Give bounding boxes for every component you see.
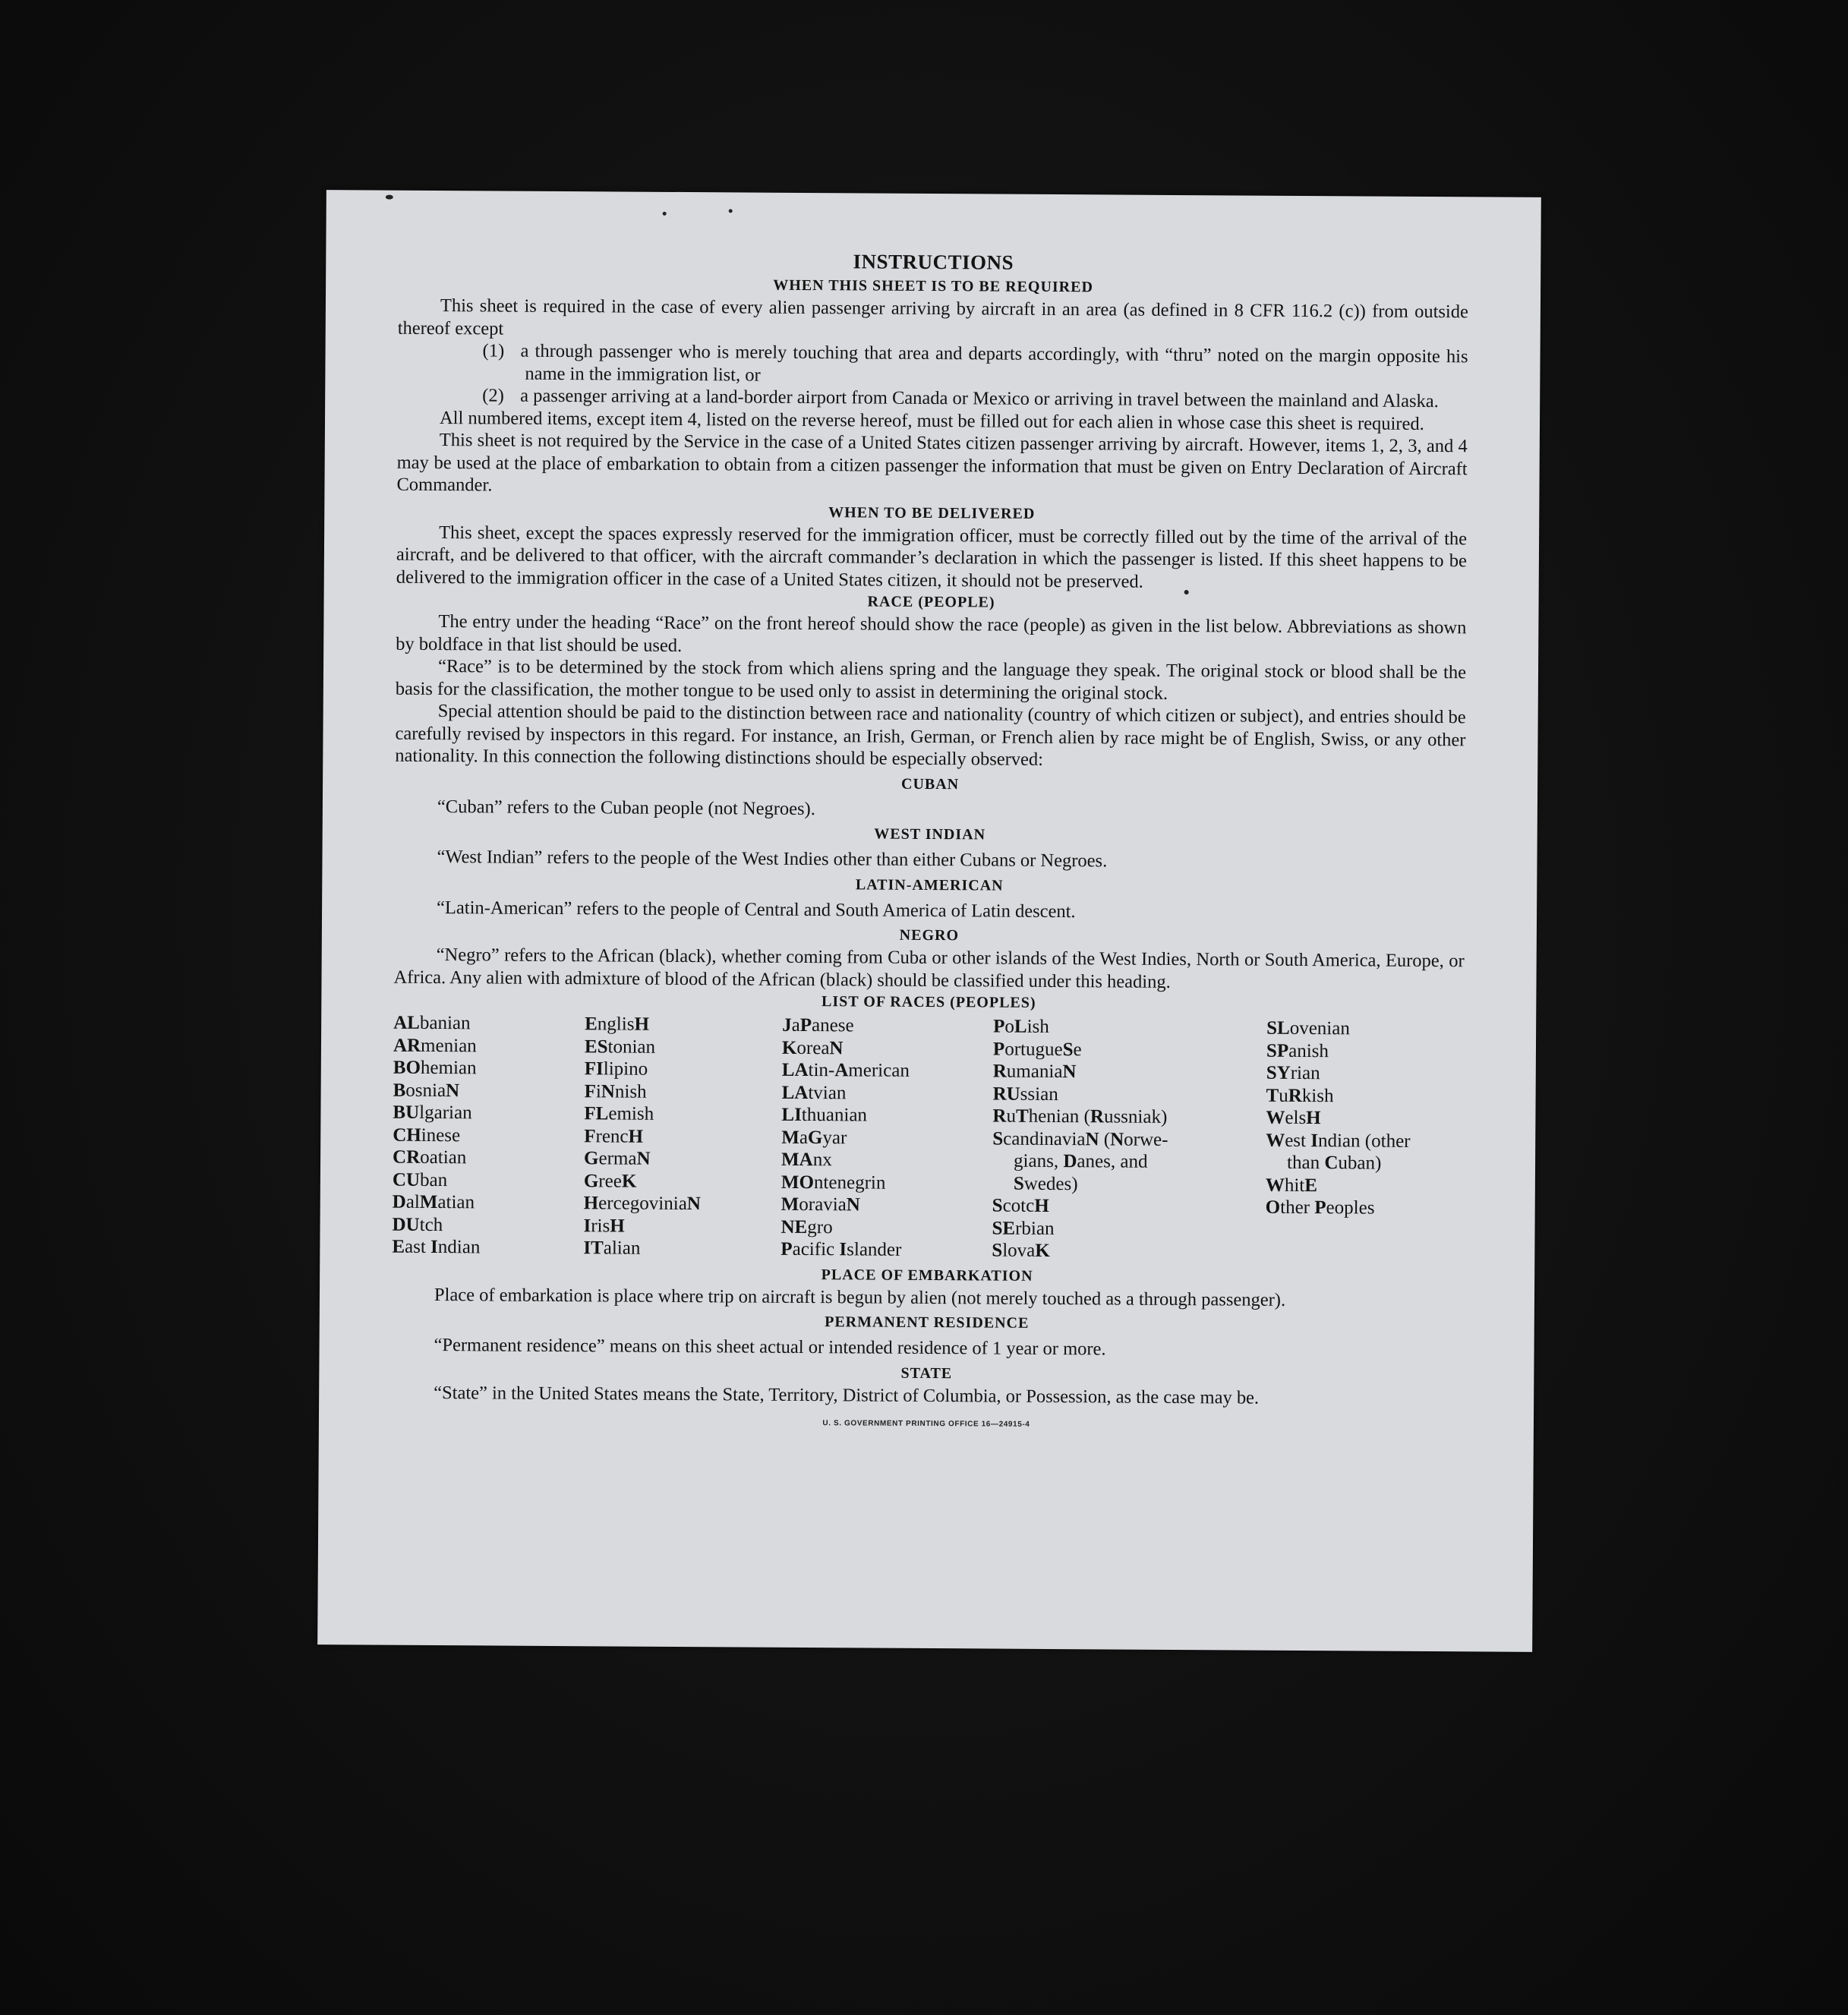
race-list-item: gians, Danes, and	[1013, 1150, 1148, 1172]
race-list-item: FLemish	[584, 1103, 654, 1124]
race-list-item: LAtvian	[781, 1082, 847, 1103]
race-list-item: LAtin-American	[781, 1059, 910, 1081]
race-list-item: WelsH	[1266, 1107, 1321, 1129]
race-list-item: Other Peoples	[1265, 1197, 1375, 1219]
race-list-item: SPanish	[1266, 1040, 1329, 1061]
race-list-item: CUban	[392, 1169, 448, 1190]
race-list-item: RuThenian (Russniak)	[992, 1105, 1168, 1127]
list-item-text: a through passenger who is merely touching that area and departs accordingly, with “thru” noted on the margin opposite his name in the immigration list, or	[520, 340, 1468, 386]
race-list-item: LIthuanian	[781, 1104, 868, 1126]
race-list-item: ScotcH	[992, 1195, 1049, 1216]
paragraph-negro: “Negro” refers to the African (black), whether coming from Cuba or other islands of the West Indies, North or South America, Europe, or Africa. Any alien with admixture of blood of the African (black) should be classified under this heading.	[393, 944, 1465, 992]
heading-when-delivered: WHEN TO BE DELIVERED	[828, 503, 1036, 522]
race-list-item: ALbanian	[393, 1012, 471, 1034]
race-list-item: East Indian	[392, 1236, 481, 1258]
race-list-item: DalMatian	[392, 1191, 475, 1213]
race-list-item: HercegoviniaN	[583, 1193, 701, 1215]
paragraph-delivered: This sheet, except the spaces expressly reserved for the immigration officer, must be correctly filled out by the time of the arrival of the aircraft, and be delivered to that officer, with the aircraft commander’s declaration in which the passenger is listed. If this sheet happens to be delivered to the immigration officer in the case of a United States citizen, it should not be preserved.	[396, 522, 1468, 592]
race-list-item: BUlgarian	[393, 1102, 472, 1124]
paragraph-embarkation: Place of embarkation is place where trip on aircraft is begun by alien (not merely touched as a through passenger).	[434, 1284, 1286, 1310]
race-list-item: TuRkish	[1266, 1085, 1334, 1106]
punch-mark	[386, 195, 393, 200]
race-list-item: MOntenegrin	[781, 1171, 886, 1194]
race-list-item: MaGyar	[781, 1127, 847, 1148]
race-list-item: SYrian	[1266, 1062, 1320, 1084]
race-list-item: MoraviaN	[781, 1194, 860, 1216]
heading-state: STATE	[900, 1364, 953, 1382]
race-list-item: BosniaN	[393, 1080, 460, 1101]
paragraph-cuban: “Cuban” refers to the Cuban people (not Negroes).	[437, 796, 815, 819]
race-list-item: WhitE	[1265, 1175, 1318, 1196]
heading-list-of-races: LIST OF RACES (PEOPLES)	[822, 993, 1036, 1011]
paragraph-state: “State” in the United States means the State, Territory, District of Columbia, or Possession, as the case may be.	[434, 1382, 1260, 1408]
race-list-item: ARmenian	[393, 1035, 477, 1056]
document-content	[391, 245, 1469, 1439]
paragraph-race-2: “Race” is to be determined by the stock from which aliens spring and the language they speak. The original stock or blood shall be the basis for the classification, the mother tongue to be used only to assist in determining the original stock.	[395, 656, 1467, 704]
race-list-item: Swedes)	[1013, 1173, 1078, 1194]
heading-embarkation: PLACE OF EMBARKATION	[821, 1266, 1033, 1285]
race-list-column	[992, 1016, 1266, 1264]
race-list-item: MAnx	[781, 1149, 832, 1171]
heading-race: RACE (PEOPLE)	[867, 593, 995, 611]
paragraph-race-1: The entry under the heading “Race” on the front hereof should show the race (people) as given in the list below. Abbreviations as shown by boldface in that list should be used.	[396, 611, 1467, 656]
paragraph-west-indian: “West Indian” refers to the people of the West Indies other than either Cubans or Negroes.	[437, 847, 1108, 872]
heading-west-indian: WEST INDIAN	[874, 825, 986, 844]
list-item-number: (1)	[482, 340, 505, 361]
heading-latin-american: LATIN-AMERICAN	[855, 875, 1004, 894]
printer-imprint: U. S. GOVERNMENT PRINTING OFFICE 16—24915-4	[822, 1419, 1030, 1429]
race-list-item: EStonian	[584, 1036, 656, 1058]
race-list-item: West Indian (other	[1266, 1130, 1411, 1152]
paragraph-citizen: This sheet is not required by the Service in the case of a United States citizen passenger arriving by aircraft. However, items 1, 2, 3, and 4 may be used at the place of embarkation to obtain from a citizen passenger the information that must be given on Entry Declaration of Aircraft Commander.	[396, 430, 1468, 496]
race-list-item: Pacific Islander	[781, 1238, 902, 1260]
race-list-item: NEgro	[781, 1216, 833, 1238]
heading-negro: NEGRO	[899, 926, 960, 944]
race-list-item: SlovaK	[992, 1240, 1050, 1261]
document-sheet	[317, 190, 1541, 1652]
reverse-bleed-through	[1123, 232, 1127, 249]
race-list-item: FIlipino	[584, 1058, 648, 1080]
paragraph-latin-american: “Latin-American” refers to the people of Central and South America of Latin descent.	[437, 897, 1076, 922]
paragraph-numbered-items: All numbered items, except item 4, listed on the reverse hereof, must be filled out for each alien in whose case this sheet is required.	[439, 407, 1424, 434]
race-list-table	[392, 1012, 1464, 1265]
race-list-item: PortugueSe	[992, 1039, 1082, 1060]
heading-permanent-residence: PERMANENT RESIDENCE	[825, 1313, 1030, 1332]
race-list-item: ScandinaviaN (Norwe-	[992, 1128, 1168, 1150]
race-list-item: GermaN	[583, 1148, 651, 1169]
paragraph-permanent-residence: “Permanent residence” means on this sheet actual or intended residence of 1 year or more.	[434, 1335, 1106, 1360]
list-item-number: (2)	[482, 385, 504, 406]
race-list-item: RumaniaN	[992, 1061, 1077, 1083]
race-list-item: JaPanese	[782, 1014, 854, 1036]
list-item-exception-1	[482, 339, 1468, 390]
race-list-item: EnglisH	[585, 1014, 650, 1035]
race-list-item: SErbian	[992, 1218, 1055, 1239]
race-list-item: PoLish	[993, 1016, 1049, 1037]
punch-mark	[729, 209, 733, 213]
heading-cuban: CUBAN	[900, 775, 960, 793]
punch-mark	[663, 212, 667, 216]
race-list-column	[1265, 1017, 1464, 1265]
race-list-column	[781, 1014, 993, 1262]
race-list-item: FrencH	[584, 1125, 644, 1147]
race-list-column	[583, 1013, 782, 1260]
race-list-item: GreeK	[583, 1170, 637, 1192]
race-list-item: SLovenian	[1266, 1017, 1350, 1039]
race-list-column	[392, 1012, 585, 1260]
race-list-item: than Cuban)	[1286, 1152, 1382, 1174]
race-list-item: ITalian	[583, 1238, 641, 1259]
race-list-item: DUtch	[392, 1214, 443, 1235]
race-list-item: KoreaN	[781, 1037, 844, 1058]
paragraph-required-intro: This sheet is required in the case of every alien passenger arriving by aircraft in an area (as defined in 8 CFR 116.2 (c)) from outside thereof except	[397, 295, 1468, 339]
race-list-item: IrisH	[583, 1215, 625, 1237]
paragraph-race-3: Special attention should be paid to the distinction between race and nationality (country of which citizen or subject), and entries should be carefully revised by inspectors in this regard. For instance, an Irish, German, or French alien by race might be of English, Swiss, or any other nationality. In this connection the following distinctions should be especially observed:	[395, 701, 1466, 770]
document-title: INSTRUCTIONS	[853, 250, 1014, 274]
race-list-item: CHinese	[393, 1124, 461, 1146]
race-list-item: FiNnish	[584, 1080, 647, 1102]
race-list-item: CRoatian	[393, 1146, 467, 1168]
heading-when-required: WHEN THIS SHEET IS TO BE REQUIRED	[773, 276, 1093, 296]
list-item-text: a passenger arriving at a land-border airport from Canada or Mexico or arriving in travel between the mainland and Alaska.	[520, 385, 1439, 412]
race-list-item: RUssian	[992, 1083, 1058, 1105]
race-list-item: BOhemian	[393, 1057, 477, 1079]
